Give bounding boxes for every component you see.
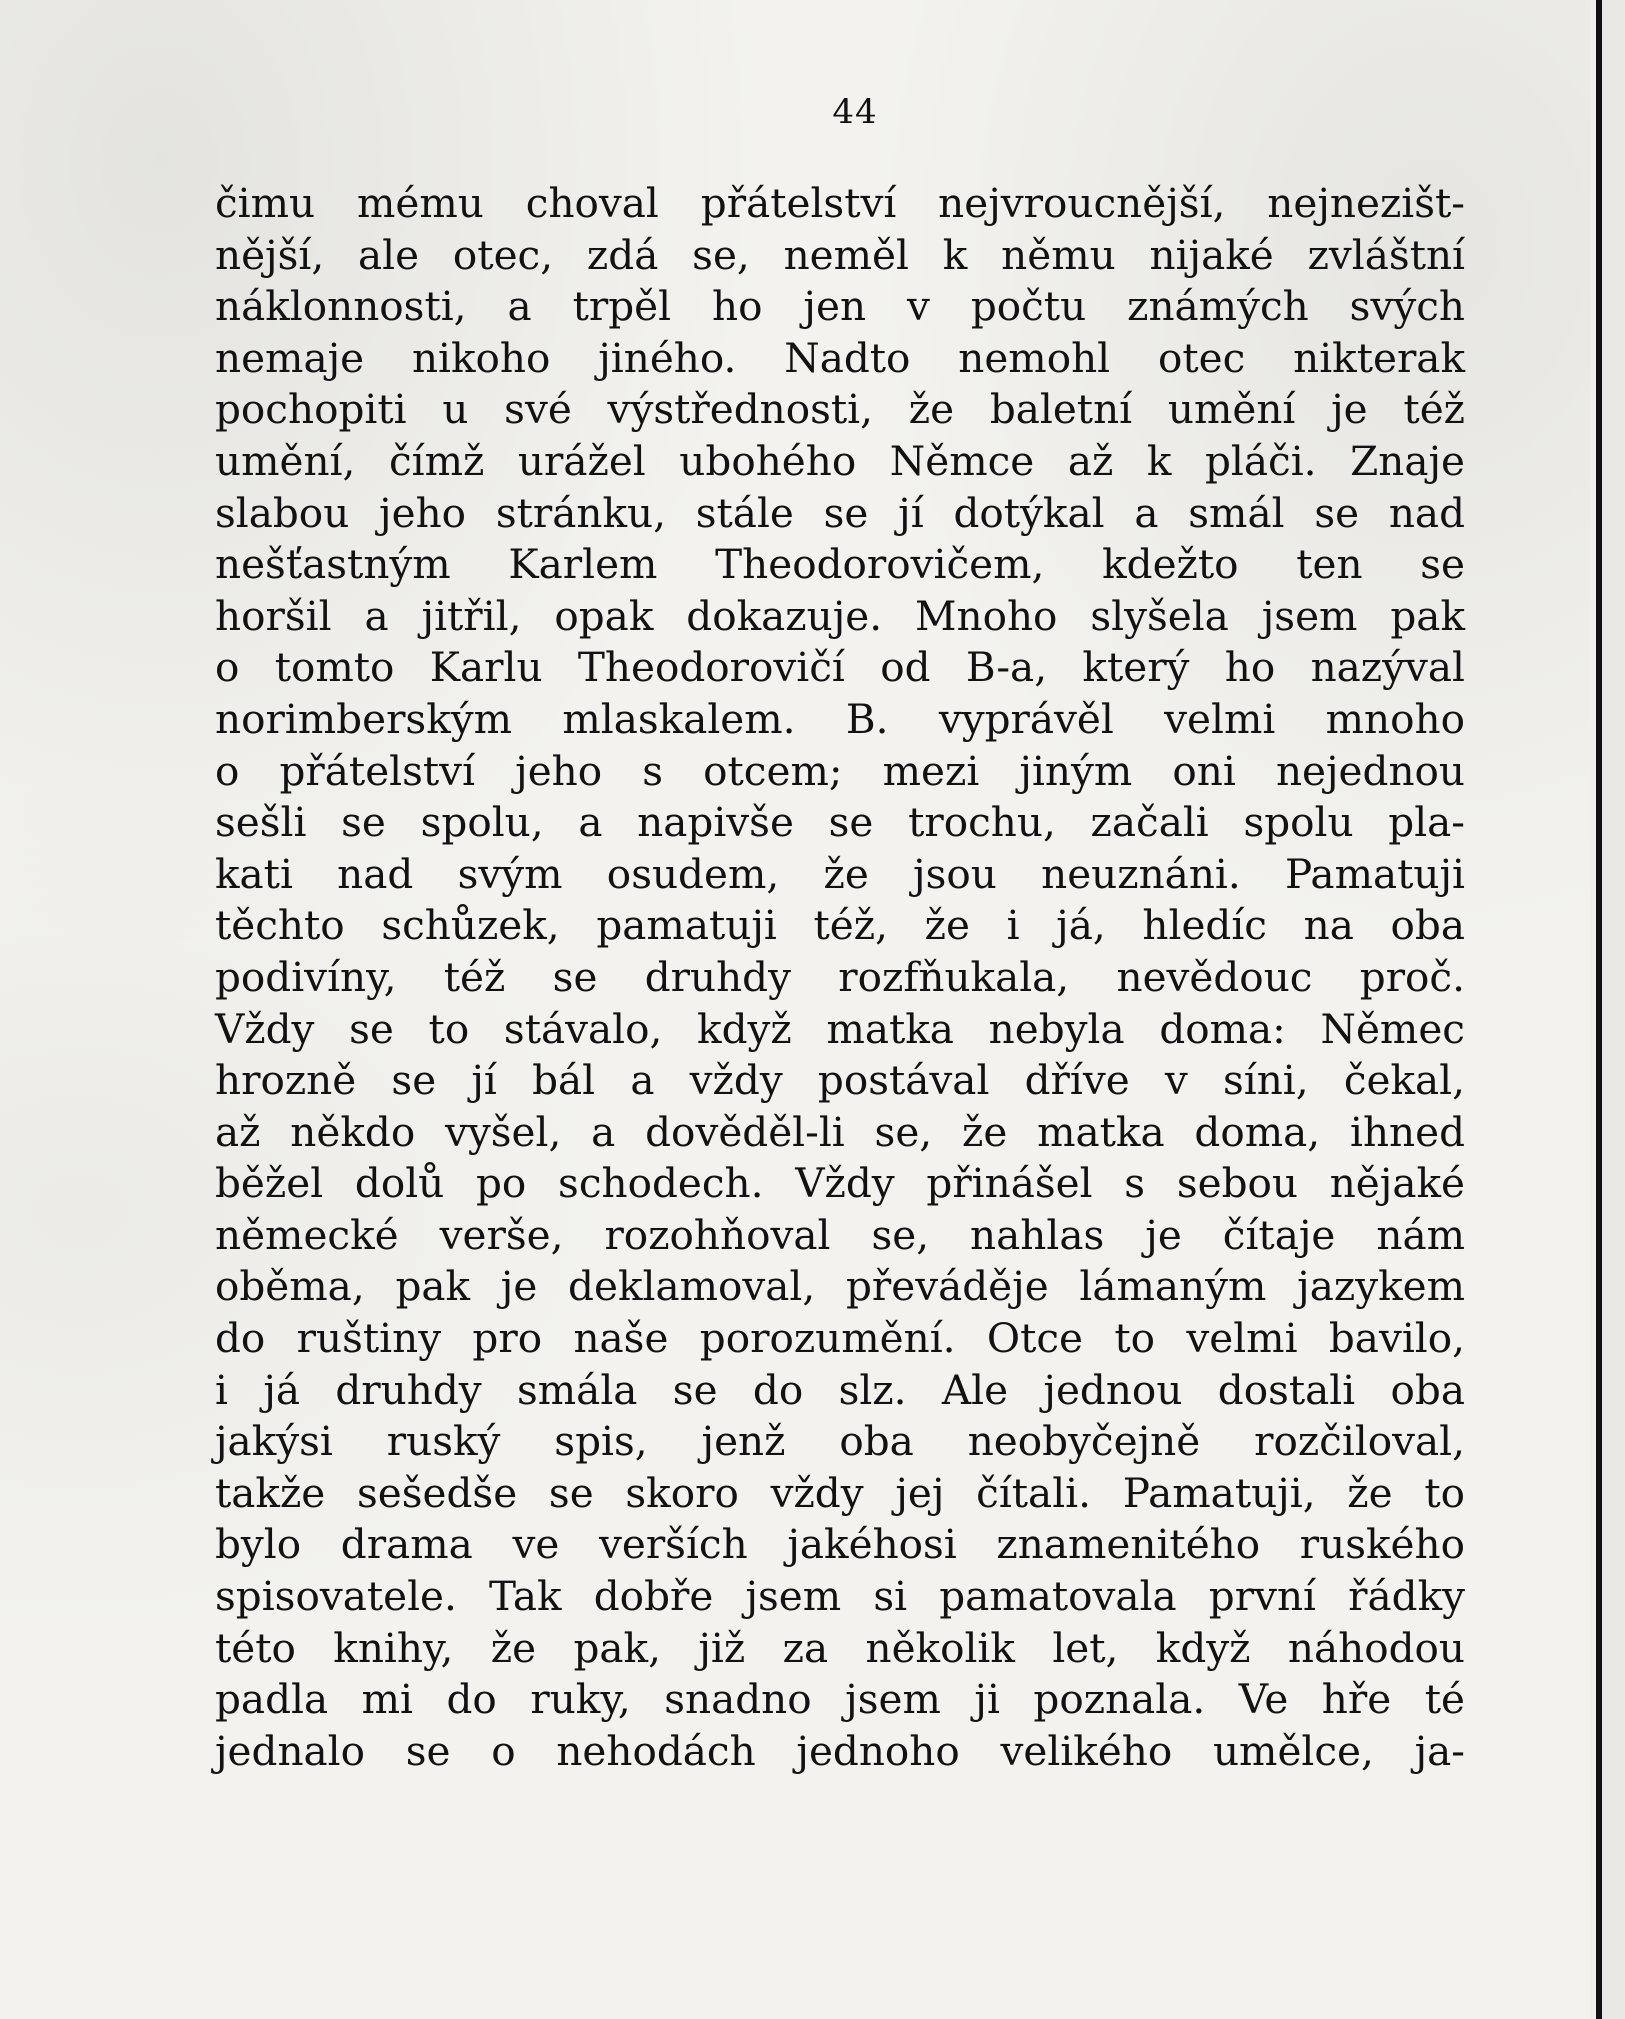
page-number: 44 [832, 92, 878, 132]
text-line: běžel dolů po schodech. Vždy přinášel s sebou nějaké [215, 1159, 1465, 1208]
text-line: slabou jeho stránku, stále se jí dotýkal a smál se nad [215, 488, 1465, 537]
text-line: padla mi do ruky, snadno jsem ji poznala. Ve hře té [215, 1675, 1465, 1724]
text-line: této knihy, že pak, již za několik let, když náhodou [215, 1623, 1465, 1672]
text-line: horšil a jitřil, opak dokazuje. Mnoho slyšela jsem pak [215, 591, 1465, 640]
text-line: Vždy se to stávalo, když matka nebyla doma: Němec [215, 1004, 1465, 1053]
text-line: pochopiti u své výstřednosti, že baletní umění je též [215, 385, 1465, 434]
text-line: takže sešedše se skoro vždy jej čítali. Pamatuji, že to [215, 1468, 1465, 1517]
text-line: čimu mému choval přátelství nejvroucnější, nejnezišt- [215, 179, 1465, 227]
text-line: do ruštiny pro naše porozumění. Otce to velmi bavilo, [215, 1314, 1465, 1363]
text-line: o přátelství jeho s otcem; mezi jiným oni nejednou [215, 746, 1465, 795]
text-line: bylo drama ve verších jakéhosi znamenitého ruského [215, 1520, 1465, 1569]
text-line: až někdo vyšel, a dověděl-li se, že matka doma, ihned [215, 1107, 1465, 1156]
text-line: náklonnosti, a trpěl ho jen v počtu známých svých [215, 282, 1465, 331]
text-line: jakýsi ruský spis, jenž oba neobyčejně rozčiloval, [215, 1417, 1465, 1466]
text-line: umění, čímž urážel ubohého Němce až k pláči. Znaje [215, 436, 1465, 485]
text-line: oběma, pak je deklamoval, převáděje lámaným jazykem [215, 1262, 1465, 1311]
page-edge [1590, 0, 1625, 2019]
text-line: i já druhdy smála se do slz. Ale jednou dostali oba [215, 1365, 1465, 1414]
text-line: spisovatele. Tak dobře jsem si pamatovala první řádky [215, 1572, 1465, 1621]
text-line: o tomto Karlu Theodorovičí od B-a, který ho nazýval [215, 643, 1465, 692]
text-line: nemaje nikoho jiného. Nadto nemohl otec nikterak [215, 333, 1465, 382]
body-text [215, 178, 1465, 1777]
text-line: nější, ale otec, zdá se, neměl k němu nijaké zvláštní [215, 230, 1465, 279]
text-line: hrozně se jí bál a vždy postával dříve v síni, čekal, [215, 1056, 1465, 1105]
text-line: sešli se spolu, a napivše se trochu, začali spolu pla- [215, 798, 1465, 847]
text-line: kati nad svým osudem, že jsou neuznáni. Pamatuji [215, 849, 1465, 898]
text-line: norimberským mlaskalem. B. vyprávěl velmi mnoho [215, 694, 1465, 743]
text-line: nešťastným Karlem Theodorovičem, kdežto ten se [215, 540, 1465, 589]
text-line: německé verše, rozohňoval se, nahlas je čítaje nám [215, 1210, 1465, 1259]
text-line: jednalo se o nehodách jednoho velikého umělce, ja- [215, 1726, 1465, 1775]
text-line: podivíny, též se druhdy rozfňukala, nevědouc proč. [215, 952, 1465, 1001]
text-line: těchto schůzek, pamatuji též, že i já, hledíc na oba [215, 901, 1465, 950]
